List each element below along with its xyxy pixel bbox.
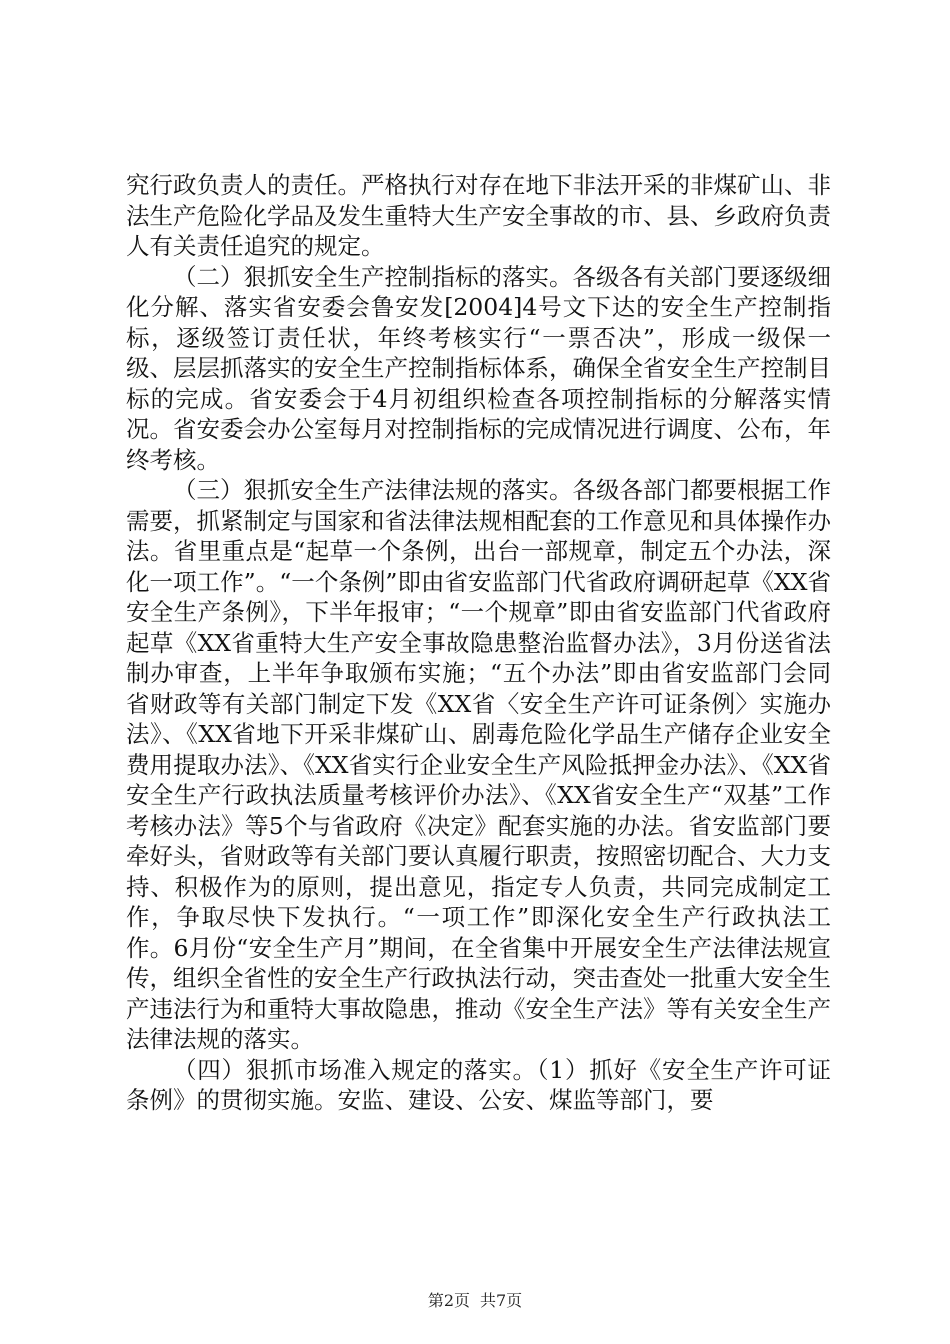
paragraph-laws-regulations: （三）狠抓安全生产法律法规的落实。各级各部门都要根据工作需要，抓紧制定与国家和省法律法规相配套的工作意见和具体操作办法。省里重点是“起草一个条例，出台一部规章，制定五个办法，深化一项工作”。“一个条例”即由省安监部门代省政府调研起草《XX省安全生产条例》，下半年报审；“一个规章”即由省安监部门代省政府起草《XX省重特大生产安全事故隐患整治监督办法》，3月份送省法制办审查，上半年争取颁布实施；“五个办法”即由省安监部门会同省财政等有关部门制定下发《XX省〈安全生产许可证条例〉实施办法》、《XX省地下开采非煤矿山、剧毒危险化学品生产储存企业安全费用提取办法》、《XX省实行企业安全生产风险抵押金办法》、《XX省安全生产行政执法质量考核评价办法》、《XX省安全生产“双基”工作考核办法》等5个与省政府《决定》配套实施的办法。省安监部门要牵好头，省财政等有关部门要认真履行职责，按照密切配合、大力支持、积极作为的原则，提出意见，指定专人负责，共同完成制定工作，争取尽快下发执行。“一项工作”即深化安全生产行政执法工作。6月份“安全生产月”期间，在全省集中开展安全生产法律法规宣传，组织全省性的安全生产行政执法行动，突击查处一批重大安全生产违法行为和重特大事故隐患，推动《安全生产法》等有关安全生产法律法规的落实。 bbox=[126, 476, 831, 1053]
page-total: 共7页 bbox=[480, 1291, 523, 1310]
page-footer bbox=[0, 1291, 950, 1311]
paragraph-continuation: 究行政负责人的责任。严格执行对存在地下非法开采的非煤矿山、非法生产危险化学品及发生重特大生产安全事故的市、县、乡政府负责人有关责任追究的规定。 bbox=[126, 171, 831, 260]
paragraph-control-indicators: （二）狠抓安全生产控制指标的落实。各级各有关部门要逐级细化分解、落实省安委会鲁安发[2004]4号文下达的安全生产控制指标，逐级签订责任状，年终考核实行“一票否决”，形成一级保一级、层层抓落实的安全生产控制指标体系，确保全省安全生产控制目标的完成。省安委会于4月初组织检查各项控制指标的分解落实情况。省安委会办公室每月对控制指标的完成情况进行调度、公布，年终考核。 bbox=[126, 262, 831, 474]
document-body bbox=[126, 170, 831, 1116]
page-number: 第2页 bbox=[427, 1291, 470, 1310]
paragraph-market-access: （四）狠抓市场准入规定的落实。（1）抓好《安全生产许可证条例》的贯彻实施。安监、建设、公安、煤监等部门，要 bbox=[126, 1055, 831, 1114]
